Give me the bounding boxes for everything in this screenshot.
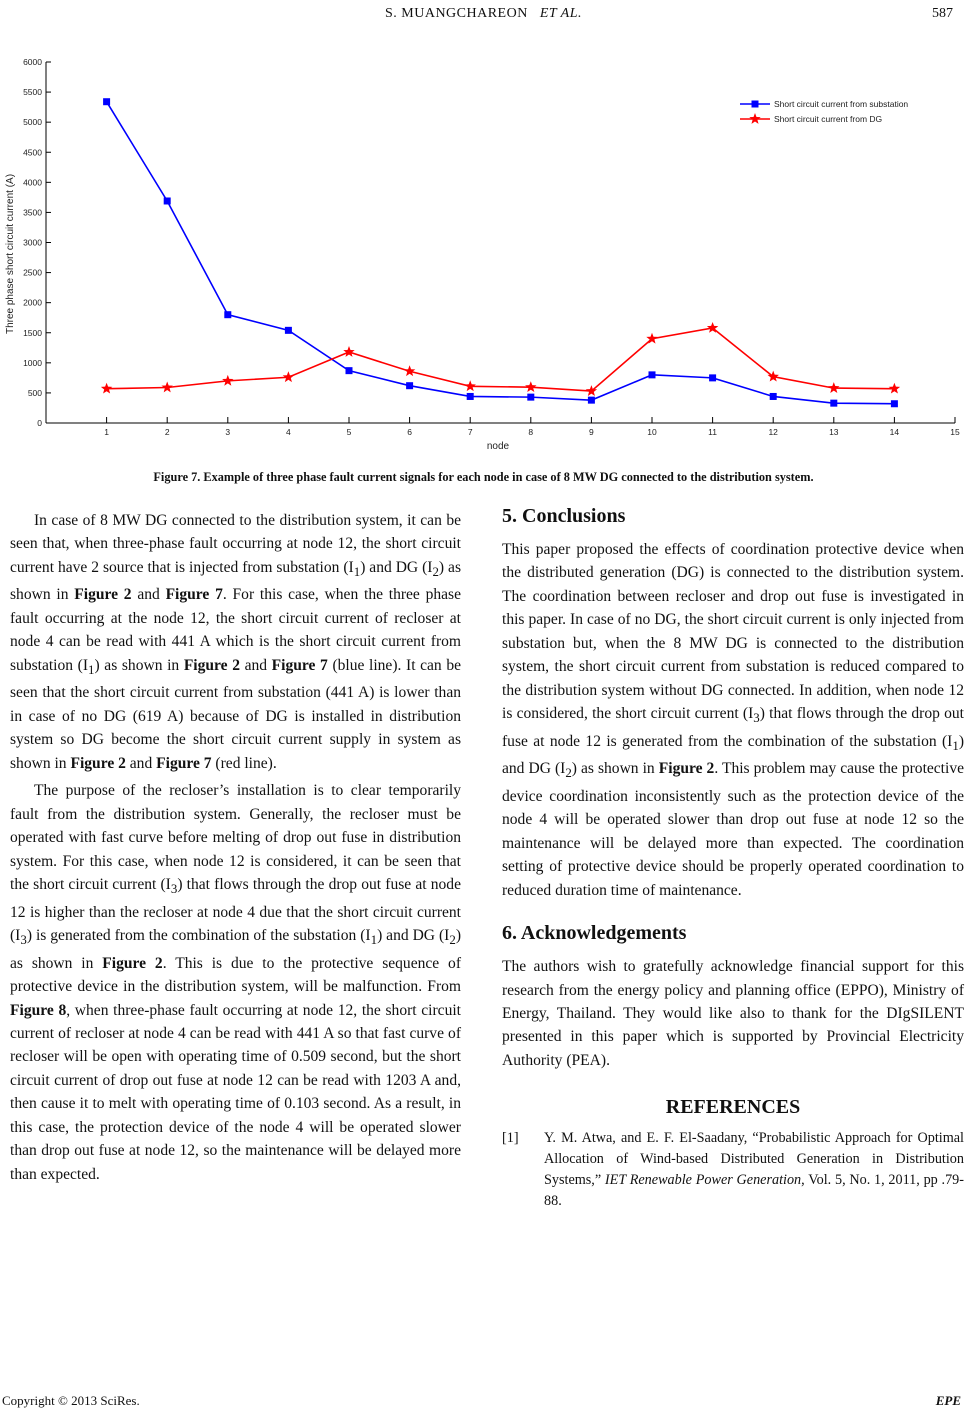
y-tick-label: 1500 (23, 327, 42, 338)
y-tick-label: 6000 (23, 57, 42, 67)
y-tick-label: 4000 (23, 177, 42, 188)
x-tick-label: 15 (950, 427, 960, 437)
y-axis-label: Three phase short circuit current (A) (5, 173, 16, 335)
x-tick-label: 1 (104, 427, 109, 437)
data-point (346, 367, 353, 374)
x-tick-label: 11 (708, 427, 718, 437)
page-header (0, 2, 967, 26)
x-tick-label: 3 (225, 427, 231, 437)
right-column (502, 503, 964, 1212)
data-point (343, 346, 354, 357)
x-tick-label: 6 (407, 427, 412, 437)
x-tick-label: 9 (589, 427, 594, 437)
data-point (830, 400, 837, 407)
data-point (222, 375, 233, 386)
running-head-author: S. MUANGCHAREON (384, 6, 528, 21)
data-point (101, 383, 112, 394)
data-point (224, 311, 231, 318)
data-point (527, 394, 534, 401)
running-head-etal: ET AL. (539, 6, 583, 21)
fault-current-chart (0, 45, 967, 465)
journal-abbreviation: EPE (935, 1393, 961, 1408)
x-tick-label: 10 (647, 427, 657, 437)
y-tick-label: 0 (37, 418, 42, 428)
body-paragraph-1: In case of 8 MW DG connected to the distribution system, it can be seen that, when three-phase fault occurring at node 12, the short circuit current have 2 source that is injected from substation $(I_1)$ and DG $(I_2)$ as shown in Figure 2 and Figure 7. For this case, when the three phase fault occurring at the node 12, the short circuit current of recloser at node 4 can be read with 441 A which is the short circuit current from substation $(I_1)$ as shown in Figure 2 and Figure 7 (blue line). It can be seen that the short circuit current from substation (441 A) is lower than in case of no DG (619 A) because of DG is installed in distribution system so DG become the short circuit current supply in system as shown in Figure 2 and Figure 7 (red line). (10, 512, 462, 772)
chart-legend (740, 99, 908, 124)
reference-text: Y. M. Atwa, and E. F. El-Saadany, “Probabilistic Approach for Optimal Allocation of Wind-based Distributed Generation in Distribution Systems,” IET Renewable Power Generation, Vol. 5, No. 1, 2011, pp .79-88. (544, 1129, 965, 1209)
data-point (767, 371, 778, 382)
page-number: 587 (932, 6, 953, 21)
data-point (404, 365, 415, 376)
data-point (828, 382, 839, 393)
data-point (285, 327, 292, 334)
figure-caption: Figure 7. Example of three phase fault current signals for each node in case of 8 MW DG connected to the distribution system. (153, 470, 814, 484)
data-point (649, 371, 656, 378)
series-line (107, 102, 895, 404)
x-tick-label: 4 (286, 427, 291, 437)
data-point (161, 382, 172, 393)
copyright-notice: Copyright © 2013 SciRes. (2, 1393, 140, 1408)
x-tick-label: 8 (528, 427, 534, 437)
y-tick-label: 5500 (23, 87, 42, 98)
legend-marker (752, 101, 759, 108)
x-axis-ticks (104, 417, 960, 437)
series-dg (101, 322, 900, 396)
x-tick-label: 14 (889, 427, 900, 437)
y-axis-ticks (23, 57, 51, 428)
reference-item (502, 1128, 964, 1212)
left-column (10, 509, 461, 1186)
data-point (889, 383, 900, 394)
data-point (891, 400, 898, 407)
y-tick-label: 3500 (23, 207, 42, 218)
y-tick-label: 2500 (23, 267, 42, 278)
x-tick-label: 7 (467, 427, 473, 437)
x-tick-label: 13 (829, 427, 839, 437)
data-point (588, 397, 595, 404)
y-tick-label: 4500 (23, 147, 42, 158)
series-line (107, 328, 895, 391)
data-point (525, 381, 536, 392)
running-head (0, 6, 967, 22)
data-point (103, 98, 110, 105)
data-point (770, 393, 777, 400)
data-point (406, 382, 413, 389)
conclusions-paragraph: This paper proposed the effects of coordination protective device when the distributed generation (DG) is connected to the distribution system. The coordination between recloser and drop out fuse is investigated in this paper. In case of no DG, the short circuit current is only injected from substation but, when the 8 MW DG is connected to the distribution system, the short circuit current from substation is reduced compared to the distribution system without DG connected. In addition, when node 12 is considered, the short circuit current $(I_3)$ that flows through the drop out fuse at node 12 is generated from the combination of the substation $(I_1)$ and DG $(I_2)$ as shown in Figure 2. This problem may cause the protective device coordination inconsistently such as the protection device of the node 4 will be operated slower than drop out fuse at node 12 so the maintenance will be delayed more than expected. The coordination setting of protective device should be properly operated coordination to reduced duration time of maintenance. (502, 541, 964, 899)
body-paragraph-2: The purpose of the recloser’s installation is to clear temporarily fault from the distribution system. Generally, the recloser must be operated with fast curve before melting of drop out fuse in distribution system. For this case, when node 12 is considered, it can be seen that the short circuit current $(I_3)$ that flows through the drop out fuse at node 12 is higher than the recloser at node 4 due that the short circuit current $(I_3)$ is generated from the combination of the substation $(I_1)$ and DG $(I_2)$ as shown in Figure 2. This is due to the protective sequence of protective device in the distribution system, will be malfunction. From Figure 8, when three-phase fault occurring at node 12, the short circuit current of recloser at node 4 can be read with 441 A so that fast curve of recloser will be open with operating time of 0.509 second, but the short circuit current of drop out fuse at node 12 can be read with 1203 A and, then cause it to melt with operating time of 0.103 second. As a result, in this case, the protection device of the node 4 will be operated slower than drop out fuse at node 12, so the maintenance will be delayed more than expected. (10, 782, 461, 1183)
y-tick-label: 5000 (23, 117, 42, 128)
y-tick-label: 2000 (23, 297, 42, 308)
data-point (283, 371, 294, 382)
data-point (709, 374, 716, 381)
y-tick-label: 500 (27, 387, 42, 398)
acknowledgements-heading: 6. Acknowledgements (502, 922, 687, 945)
y-tick-label: 1000 (23, 357, 42, 368)
acknowledgements-paragraph: The authors wish to gratefully acknowledge financial support for this research from the energy policy and planning office (EPPO), Ministry of Energy, Thailand. They would like also to thank for the DIgSILENT presented in this paper which is supported by Provincial Electricity Authority (PEA). (502, 958, 964, 1069)
references-heading: REFERENCES (665, 1096, 801, 1119)
x-tick-label: 12 (768, 427, 778, 437)
conclusions-heading: 5. Conclusions (502, 505, 626, 527)
y-tick-label: 3000 (23, 237, 42, 248)
legend-marker (749, 113, 760, 124)
legend-label: Short circuit current from DG (774, 114, 883, 124)
x-tick-label: 5 (346, 427, 352, 437)
data-point (164, 197, 171, 204)
chart-series (101, 98, 900, 407)
series-substation (103, 98, 898, 407)
legend-label: Short circuit current from substation (774, 99, 909, 109)
data-point (464, 380, 475, 391)
x-tick-label: 2 (164, 427, 170, 437)
reference-number: [1] (502, 1129, 519, 1146)
data-point (467, 393, 474, 400)
x-axis-label: node (486, 441, 510, 452)
